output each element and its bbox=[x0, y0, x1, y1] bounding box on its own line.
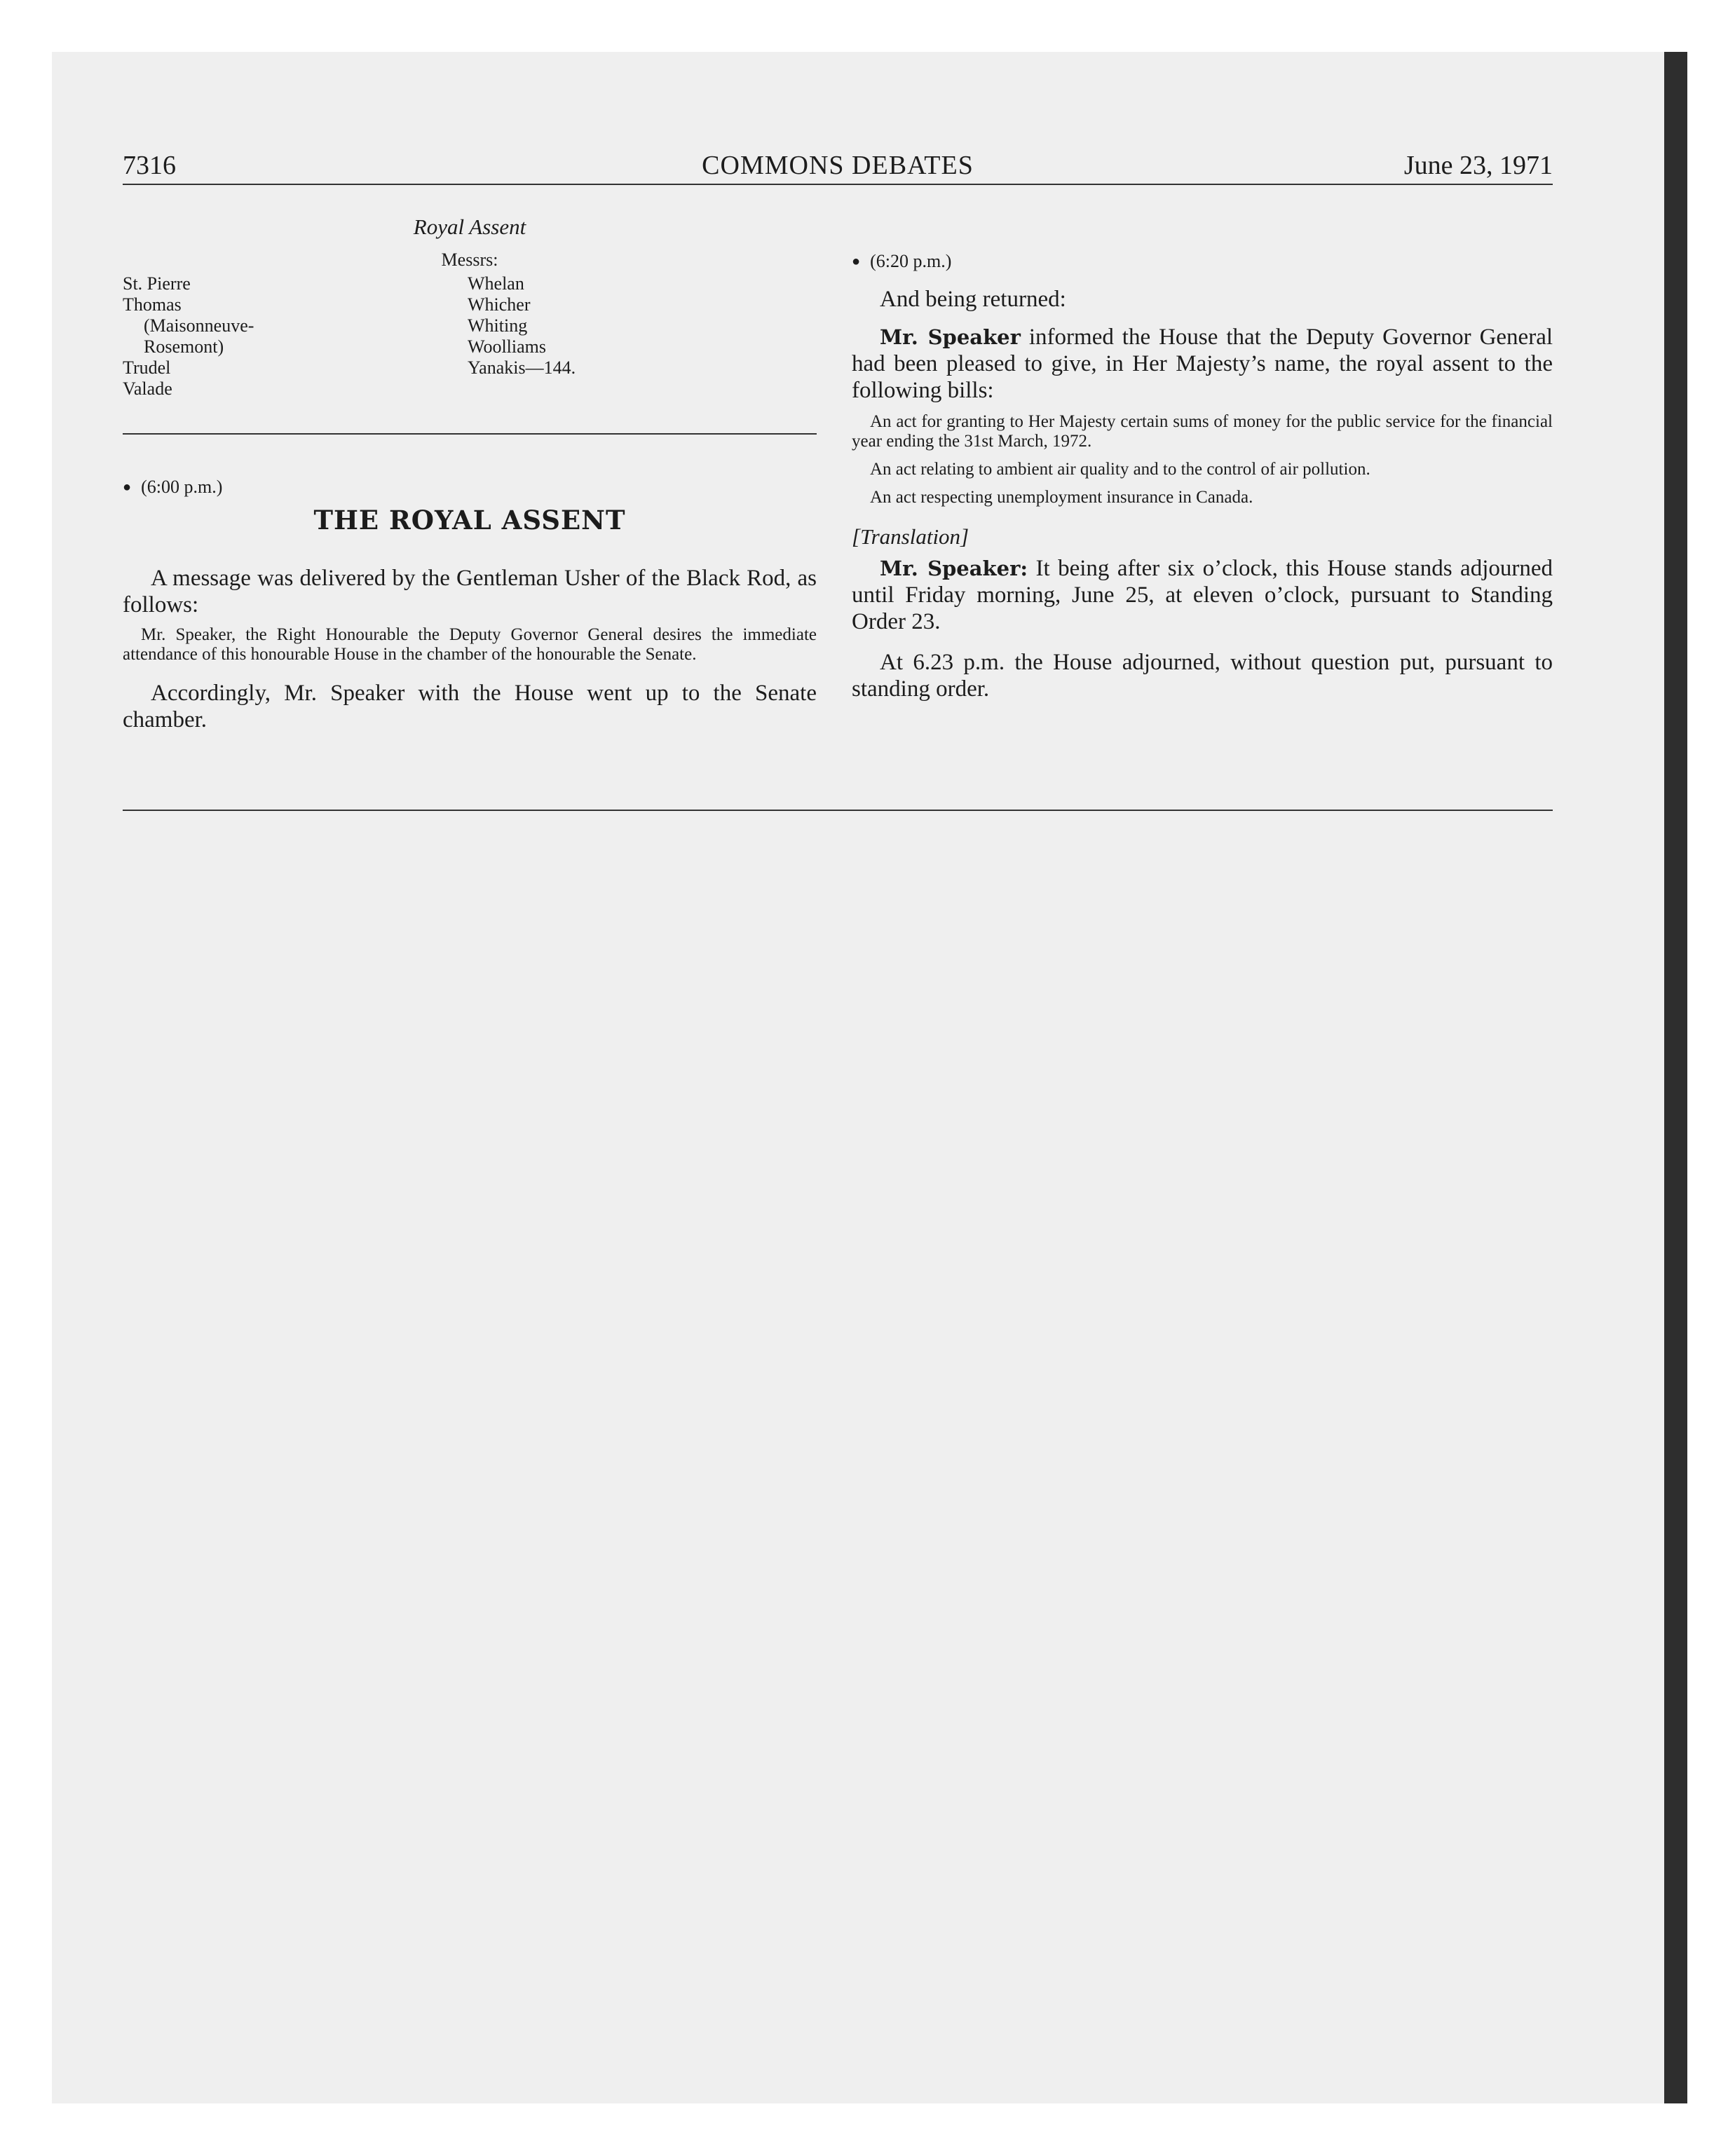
page-date: June 23, 1971 bbox=[1403, 151, 1553, 180]
publication-title: COMMONS DEBATES bbox=[702, 151, 974, 180]
left-column bbox=[123, 210, 817, 733]
page-binding-edge bbox=[1664, 52, 1687, 2103]
vote-name: Yanakis—144. bbox=[468, 357, 576, 378]
adjournment-text: It being after six o’clock, this House stands adjourned until Friday morning, June 25, at eleven o’clock, pursuant to Standing Order 23. bbox=[852, 556, 1553, 634]
page-number: 7316 bbox=[123, 151, 176, 180]
vote-subheading: Messrs: bbox=[441, 250, 498, 270]
vote-name: Whicher bbox=[468, 294, 531, 315]
vote-name: Valade bbox=[123, 378, 172, 399]
time-marker-text: (6:20 p.m.) bbox=[870, 251, 952, 271]
header-rule bbox=[123, 184, 1553, 185]
vote-name: Whelan bbox=[468, 273, 524, 294]
translation-label: [Translation] bbox=[852, 524, 969, 549]
section-divider bbox=[123, 433, 817, 435]
adjournment-paragraph bbox=[852, 555, 1553, 635]
vote-name: Woolliams bbox=[468, 336, 547, 357]
returned-paragraph: And being returned: bbox=[880, 287, 1066, 312]
page-header bbox=[123, 147, 1553, 184]
message-paragraph: A message was delivered by the Gentleman Usher of the Black Rod, as follows: bbox=[123, 566, 817, 618]
vote-name: Rosemont) bbox=[144, 336, 224, 357]
speaker-paragraph bbox=[852, 324, 1553, 404]
vote-names-left bbox=[123, 273, 254, 400]
time-marker-text: (6:00 p.m.) bbox=[141, 477, 223, 497]
bottom-rule bbox=[123, 810, 1553, 811]
vote-name: Trudel bbox=[123, 357, 171, 378]
time-marker bbox=[123, 477, 817, 498]
speaker-text: informed the House that the Deputy Governor General had been pleased to give, in Her Majesty’s name, the royal assent to the following bills: bbox=[852, 325, 1553, 403]
vote-names-right bbox=[468, 273, 576, 378]
vote-name: (Maisonneuve- bbox=[144, 315, 254, 336]
speaker-label: Mr. Speaker bbox=[880, 325, 1021, 349]
bill-item: An act respecting unemployment insurance in Canada. bbox=[870, 488, 1253, 507]
speaker-label: Mr. Speaker: bbox=[880, 557, 1028, 580]
vote-names bbox=[123, 273, 817, 400]
closing-paragraph: Accordingly, Mr. Speaker with the House went up to the Senate chamber. bbox=[123, 681, 817, 732]
bill-item: An act for granting to Her Majesty certain sums of money for the public service for the financial year ending the 31st March, 1972. bbox=[852, 412, 1553, 451]
right-column bbox=[852, 210, 1553, 702]
message-quote: Mr. Speaker, the Right Honourable the Deputy Governor General desires the immediate attendance of this honourable House in the chamber of the honourable the Senate. bbox=[123, 625, 817, 664]
vote-title: Royal Assent bbox=[413, 214, 526, 239]
bullet-icon: ● bbox=[123, 479, 132, 495]
bullet-icon: ● bbox=[852, 254, 861, 269]
vote-name: Thomas bbox=[123, 294, 182, 315]
section-heading: THE ROYAL ASSENT bbox=[313, 505, 626, 535]
bill-item: An act relating to ambient air quality and to the control of air pollution. bbox=[870, 460, 1370, 479]
final-paragraph: At 6.23 p.m. the House adjourned, without question put, pursuant to standing order. bbox=[852, 650, 1553, 702]
time-marker bbox=[852, 251, 1553, 272]
vote-name: Whiting bbox=[468, 315, 528, 336]
vote-name: St. Pierre bbox=[123, 273, 191, 294]
